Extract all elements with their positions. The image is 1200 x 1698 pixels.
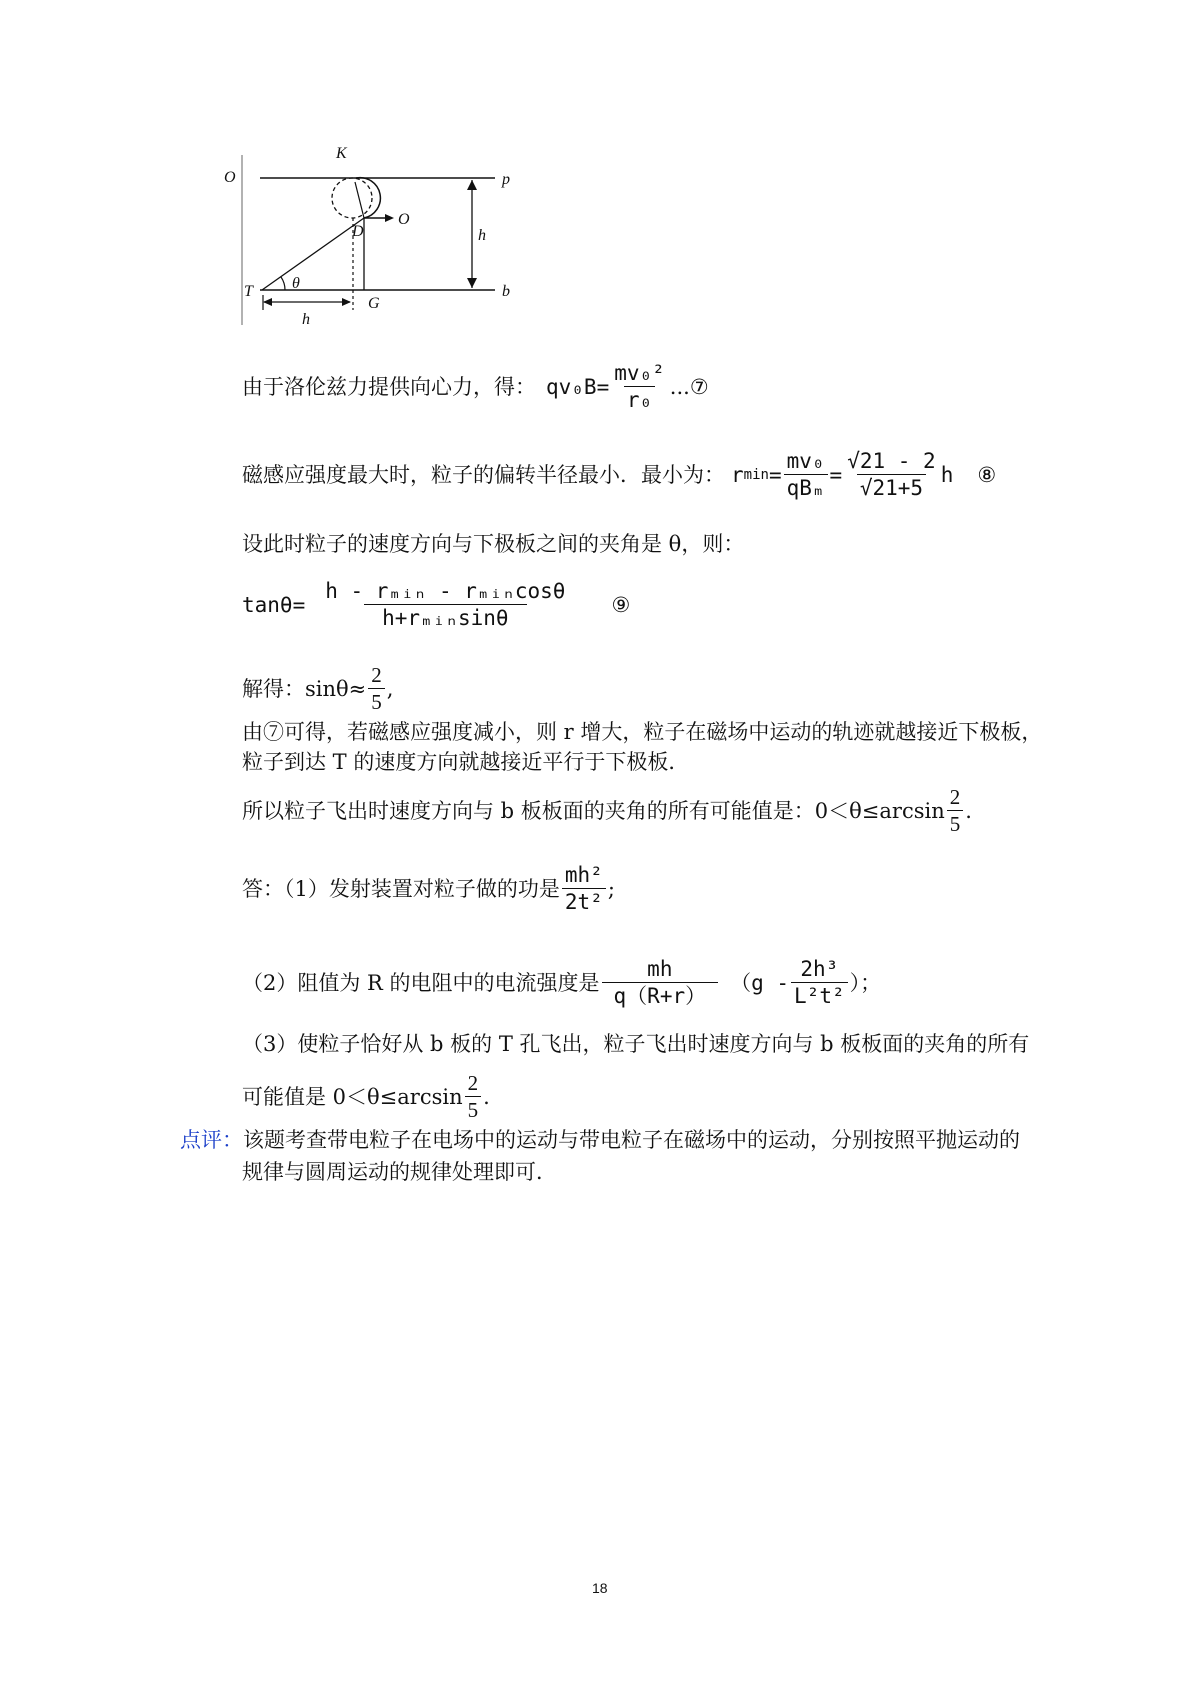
solid-arc xyxy=(356,178,380,218)
label-O-right: O xyxy=(398,211,410,228)
line9-tail: ; xyxy=(607,876,615,901)
line10-numerator-1: mh xyxy=(647,957,673,981)
line1-numerator: mv₀² xyxy=(614,361,665,385)
line2-numerator-1: mv₀ xyxy=(786,449,825,473)
line5-fraction xyxy=(368,662,385,715)
answer-3-line: （3）使粒子恰好从 b 板的 T 孔飞出，粒子飞出时速度方向与 b 板板面的夹角的所有 xyxy=(242,1032,1030,1056)
physics-diagram xyxy=(224,145,570,330)
equation-mark-9: ⑨ xyxy=(611,592,631,617)
label-theta: θ xyxy=(292,275,300,292)
text-line-3: 设此时粒子的速度方向与下极板之间的夹角是 θ，则： xyxy=(242,532,745,556)
line9-fraction xyxy=(562,862,606,915)
line2-lhs-sub: min xyxy=(743,466,769,483)
line8-fraction xyxy=(947,784,964,837)
solution-line xyxy=(242,662,393,715)
equation-line-8 xyxy=(242,448,996,501)
theta-arc xyxy=(281,277,285,290)
line9-text: 答：（1）发射装置对粒子做的功是 xyxy=(242,876,560,901)
label-T: T xyxy=(244,283,253,300)
dashed-circle xyxy=(332,178,372,218)
label-h-bottom: h xyxy=(302,311,310,328)
line8-numerator: 2 xyxy=(949,785,961,809)
line10-denominator-2: L²t² xyxy=(791,982,848,1009)
label-K: K xyxy=(336,145,347,162)
line12-fraction xyxy=(465,1070,482,1123)
label-p: p xyxy=(502,171,510,188)
line4-denominator: h+rₘᵢₙsinθ xyxy=(364,604,526,631)
line8-tail: . xyxy=(965,798,972,823)
line2-eq1: = xyxy=(768,462,782,487)
line4-numerator: h - rₘᵢₙ - rₘᵢₙcosθ xyxy=(325,579,566,603)
line2-text: 磁感应强度最大时，粒子的偏转半径最小．最小为： xyxy=(242,462,725,487)
label-G: G xyxy=(368,295,380,312)
line10-tail: ）； xyxy=(849,970,882,995)
comment-block xyxy=(180,1126,1020,1154)
line4-fraction xyxy=(307,578,583,631)
line1-lhs: qv₀B= xyxy=(546,374,610,399)
line5-tail: , xyxy=(386,676,394,701)
h-bottom-arrow-right xyxy=(342,298,351,306)
line2-denominator-1: qBₘ xyxy=(784,474,828,501)
equation-line-9 xyxy=(242,578,630,631)
line1-fraction xyxy=(611,360,668,413)
line9-numerator: mh² xyxy=(564,863,603,887)
line10-denominator-1: q（R+r） xyxy=(602,982,719,1009)
line2-tail: h xyxy=(940,462,954,487)
line2-denominator-2: √21+5 xyxy=(857,474,926,501)
line5-numerator: 2 xyxy=(371,663,382,687)
page-number: 18 xyxy=(592,1580,608,1596)
h-arrow-up xyxy=(467,180,477,190)
line12-text: 可能值是 0＜θ≤arcsin xyxy=(242,1084,463,1109)
line8-denominator: 5 xyxy=(947,810,964,837)
comment-line-2: 规律与圆周运动的规律处理即可． xyxy=(242,1160,557,1184)
line10-text: （2）阻值为 R 的电阻中的电流强度是 xyxy=(242,970,600,995)
T-to-D-line xyxy=(262,218,364,290)
equation-line-7 xyxy=(242,360,709,413)
line12-denominator: 5 xyxy=(465,1096,482,1123)
line2-fraction-2 xyxy=(844,448,939,501)
velocity-arrowhead xyxy=(385,214,394,222)
line1-tail: ...⑦ xyxy=(669,374,709,399)
answer-3-continuation xyxy=(242,1070,490,1123)
line5-text: 解得：sinθ≈ xyxy=(242,676,367,701)
comment-label: 点评： xyxy=(180,1128,243,1152)
comment-line-1: 该题考查带电粒子在电场中的运动与带电粒子在磁场中的运动，分别按照平抛运动的 xyxy=(243,1128,1020,1152)
line2-fraction-1 xyxy=(784,448,828,501)
h-arrow-down xyxy=(467,278,477,288)
label-b: b xyxy=(502,283,510,300)
answer-2-line xyxy=(242,956,881,1009)
line2-eq2: = xyxy=(829,462,843,487)
line12-tail: . xyxy=(483,1084,490,1109)
line5-denominator: 5 xyxy=(368,688,385,715)
h-bottom-arrow-left xyxy=(263,298,272,306)
line1-text: 由于洛伦兹力提供向心力，得： xyxy=(242,374,536,399)
conclusion-line xyxy=(242,784,972,837)
line8-text: 所以粒子飞出时速度方向与 b 板板面的夹角的所有可能值是：0＜θ≤arcsin xyxy=(242,798,945,823)
equation-mark-8: ⑧ xyxy=(977,462,997,487)
line9-denominator: 2t² xyxy=(562,888,606,915)
answer-1-line xyxy=(242,862,615,915)
label-D: D xyxy=(352,223,364,240)
line10-fraction-1 xyxy=(602,956,719,1009)
label-h-right: h xyxy=(478,227,486,244)
line10-mid: （g - xyxy=(730,970,790,995)
text-line-6: 由⑦可得，若磁感应强度减小，则 r 增大，粒子在磁场中运动的轨迹就越接近下极板， xyxy=(242,720,1043,744)
line2-lhs: r xyxy=(731,462,744,487)
label-O-left: O xyxy=(224,169,236,186)
line10-numerator-2: 2h³ xyxy=(800,957,839,981)
line12-numerator: 2 xyxy=(467,1071,479,1095)
line4-lhs: tanθ= xyxy=(242,592,306,617)
radius-line xyxy=(355,182,364,218)
line2-numerator-2: √21 - 2 xyxy=(847,449,936,473)
text-line-7: 粒子到达 T 的速度方向就越接近平行于下极板． xyxy=(242,750,690,774)
line1-denominator: r₀ xyxy=(624,386,655,413)
line10-fraction-2 xyxy=(791,956,848,1009)
